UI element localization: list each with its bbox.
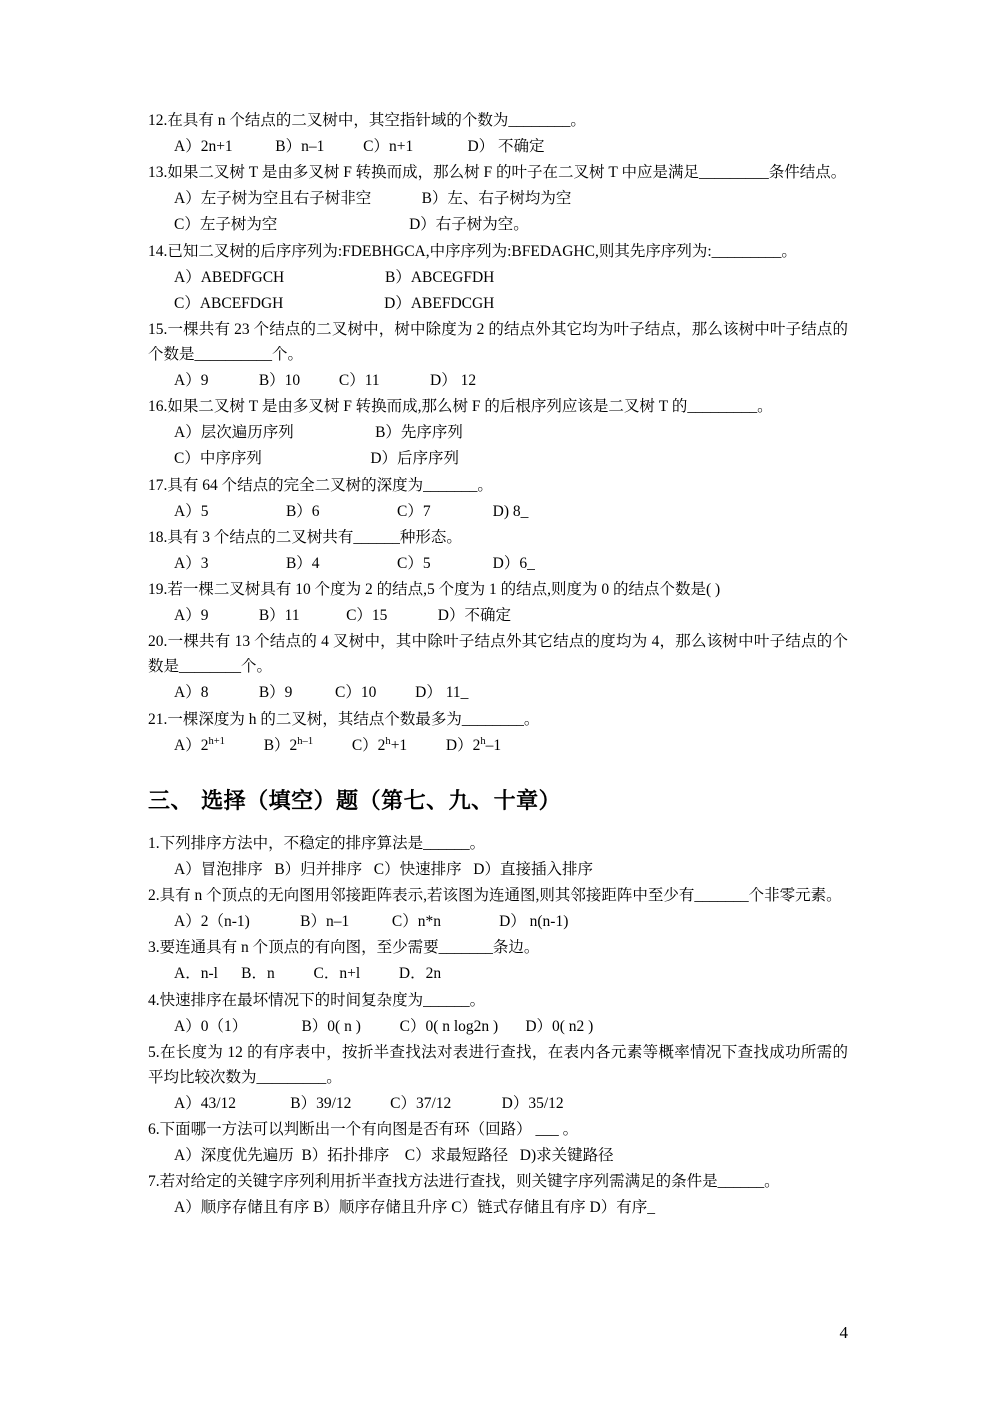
page-content xyxy=(148,108,848,1222)
question-2-options: A）2（n-1) B）n–1 C）n*n D） n(n-1) xyxy=(174,913,569,931)
question-14-options-1: A）ABEDFGCH B）ABCEGFDH xyxy=(174,268,495,286)
question-20-options: A）8 B）9 C）10 D） 11_ xyxy=(174,684,469,702)
question-20: 20.一棵共有 13 个结点的 4 叉树中，其中除叶子结点外其它结点的度均为 4，那么该树中叶子结点的个数是________个。 xyxy=(148,633,848,676)
question-21: 21.一棵深度为 h 的二叉树，其结点个数最多为________。 xyxy=(148,710,540,728)
question-2: 2.具有 n 个顶点的无向图用邻接距阵表示,若该图为连通图,则其邻接距阵中至少有_______个非零元素。 xyxy=(148,887,842,905)
question-14: 14.已知二叉树的后序序列为:FDEBHGCA,中序序列为:BFEDAGHC,则其先序序列为:_________。 xyxy=(148,242,797,260)
question-18: 18.具有 3 个结点的二叉树共有______种形态。 xyxy=(148,528,462,546)
question-13-options-2: C）左子树为空 D）右子树为空。 xyxy=(174,216,529,234)
question-1: 1.下列排序方法中，不稳定的排序算法是______。 xyxy=(148,834,486,852)
question-1-options: A）冒泡排序 B）归并排序 C）快速排序 D）直接插入排序 xyxy=(174,861,593,878)
question-19-options: A）9 B）11 C）15 D）不确定 xyxy=(174,607,511,625)
question-21-options: $A)2^{h+1}$ B）2$^{h-1}$ $C)2^h+1$ D）2$^h$–1 xyxy=(174,735,502,754)
question-15: 15.一棵共有 23 个结点的二叉树中，树中除度为 2 的结点外其它均为叶子结点，那么该树中叶子结点的个数是__________个。 xyxy=(148,320,848,363)
question-19: 19.若一棵二叉树具有 10 个度为 2 的结点,5 个度为 1 的结点,则度为 0 的结点个数是( ) xyxy=(148,580,721,598)
question-16-options-1: A）层次遍历序列 B）先序序列 xyxy=(174,424,463,442)
question-3-options: A．n-l B．n C．n+l D．2n xyxy=(174,965,442,983)
question-16-options-2: C）中序序列 D）后序序列 xyxy=(174,450,460,468)
question-18-options: A）3 B）4 C）5 D）6_ xyxy=(174,554,535,572)
question-3: 3.要连通具有 n 个顶点的有向图，至少需要_______条边。 xyxy=(148,939,540,957)
question-17-options: A）5 B）6 C）7 D) 8_ xyxy=(174,502,529,520)
page-number: 4 xyxy=(839,1323,848,1342)
question-17: 17.具有 64 个结点的完全二叉树的深度为_______。 xyxy=(148,476,493,494)
question-13-options-1: A）左子树为空且右子树非空 B）左、右子树均为空 xyxy=(174,190,572,208)
question-16: 16.如果二叉树 T 是由多叉树 F 转换而成,那么树 F 的后根序列应该是二叉树 T 的_________。 xyxy=(148,398,773,416)
question-4: 4.快速排序在最坏情况下的时间复杂度为______。 xyxy=(148,991,486,1009)
question-15-options: A）9 B）10 C）11 D） 12 xyxy=(174,372,477,390)
question-13: 13.如果二叉树 T 是由多叉树 F 转换而成，那么树 F 的叶子在二叉树 T 中应是满足_________条件结点。 xyxy=(148,164,847,182)
question-6: 6.下面哪一方法可以判断出一个有向图是否有环（回路） ___ 。 xyxy=(148,1121,579,1139)
question-5: 5.在长度为 12 的有序表中，按折半查找法对表进行查找，在表内各元素等概率情况下查找成功所需的平均比较次数为_________。 xyxy=(148,1043,848,1086)
question-7: 7.若对给定的关键字序列利用折半查找方法进行查找，则关键字序列需满足的条件是______。 xyxy=(148,1173,780,1191)
question-12: 12.在具有 n 个结点的二叉树中，其空指针域的个数为________。 xyxy=(148,112,586,129)
question-6-options: A）深度优先遍历 B）拓扑排序 C）求最短路径 D)求关键路径 xyxy=(174,1147,614,1165)
question-14-options-2: C）ABCEFDGH D）ABEFDCGH xyxy=(174,294,495,312)
question-12-options: A）2n+1 B）n–1 C）n+1 D） 不确定 xyxy=(174,138,545,156)
question-4-options: A）0（1） B）0( n ) C）0( n log2n ) D）0( n2 ) xyxy=(174,1017,594,1035)
question-5-options: A）43/12 B）39/12 C）37/12 D）35/12 xyxy=(174,1094,564,1112)
question-7-options: A）顺序存储且有序 B）顺序存储且升序 C）链式存储且有序 D）有序_ xyxy=(174,1199,655,1217)
section-heading-three: 三、 选择（填空）题（第七、九、十章） xyxy=(148,788,562,814)
